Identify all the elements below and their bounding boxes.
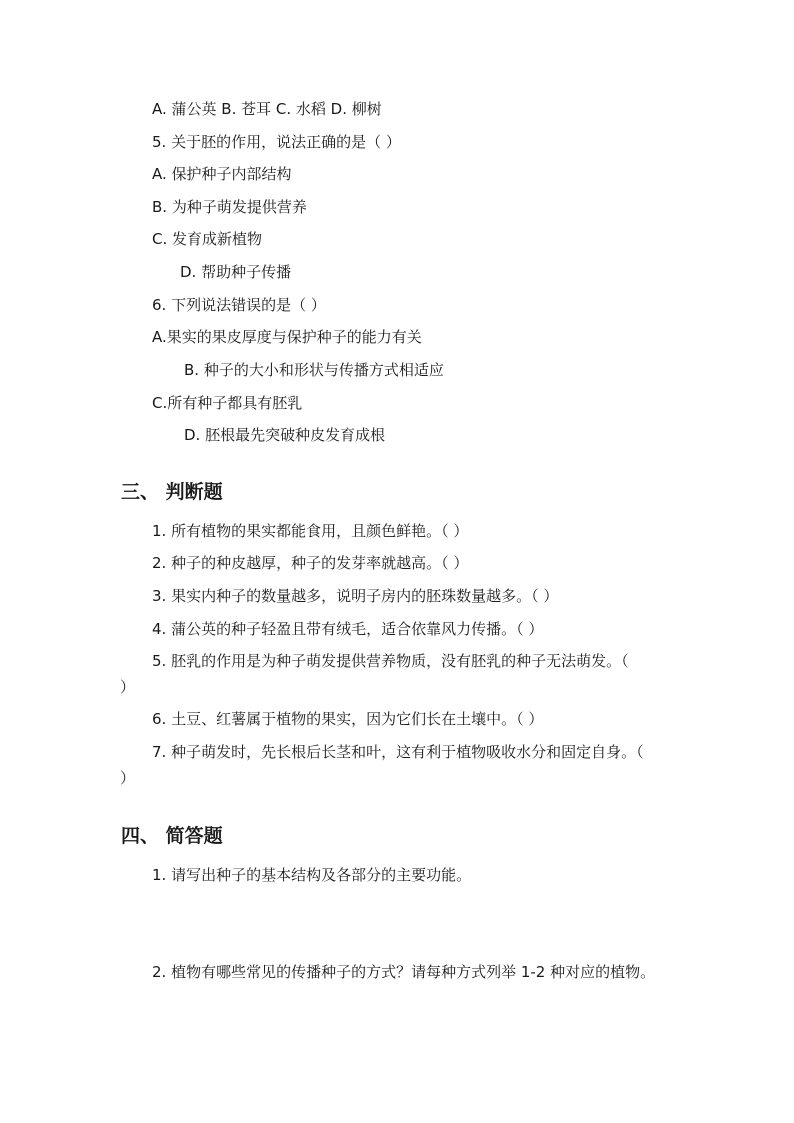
- q5-option-d: D. 帮助种子传播: [180, 263, 292, 281]
- judge-item-2: 2. 种子的种皮越厚，种子的发芽率就越高。（ ）: [152, 554, 469, 572]
- judge-item-5-wrap: ）: [120, 678, 136, 696]
- q5-option-c: C. 发育成新植物: [152, 230, 263, 248]
- judge-item-1: 1. 所有植物的果实都能食用，且颜色鲜艳。（ ）: [152, 522, 469, 540]
- judge-item-5: 5. 胚乳的作用是为种子萌发提供营养物质，没有胚乳的种子无法萌发。（: [152, 652, 629, 670]
- q5-stem: 5. 关于胚的作用，说法正确的是（ ）: [152, 133, 401, 151]
- q6-option-b: B. 种子的大小和形状与传播方式相适应: [184, 361, 444, 379]
- q6-stem: 6. 下列说法错误的是（ ）: [152, 296, 326, 314]
- q6-option-d: D. 胚根最先突破种皮发育成根: [184, 426, 386, 444]
- q5-option-a: A. 保护种子内部结构: [152, 165, 292, 183]
- judge-section-title: 三、 判断题: [121, 481, 223, 503]
- short-section-title: 四、 简答题: [121, 825, 223, 847]
- q6-option-c: C.所有种子都具有胚乳: [152, 394, 303, 412]
- judge-item-7: 7. 种子萌发时，先长根后长茎和叶，这有利于植物吸收水分和固定自身。（: [152, 743, 644, 761]
- q4-options: A. 蒲公英 B. 苍耳 C. 水稻 D. 柳树: [152, 100, 382, 118]
- q5-option-b: B. 为种子萌发提供营养: [152, 198, 307, 216]
- short-item-2: 2. 植物有哪些常见的传播种子的方式？请每种方式列举 1-2 种对应的植物。: [152, 963, 656, 981]
- short-item-1: 1. 请写出种子的基本结构及各部分的主要功能。: [152, 866, 472, 884]
- judge-item-6: 6. 土豆、红薯属于植物的果实，因为它们长在土壤中。（ ）: [152, 710, 544, 728]
- q6-option-a: A.果实的果皮厚度与保护种子的能力有关: [152, 328, 422, 346]
- judge-item-7-wrap: ）: [120, 769, 136, 787]
- judge-item-4: 4. 蒲公英的种子轻盈且带有绒毛，适合依靠风力传播。（ ）: [152, 620, 544, 638]
- judge-item-3: 3. 果实内种子的数量越多，说明子房内的胚珠数量越多。（ ）: [152, 587, 559, 605]
